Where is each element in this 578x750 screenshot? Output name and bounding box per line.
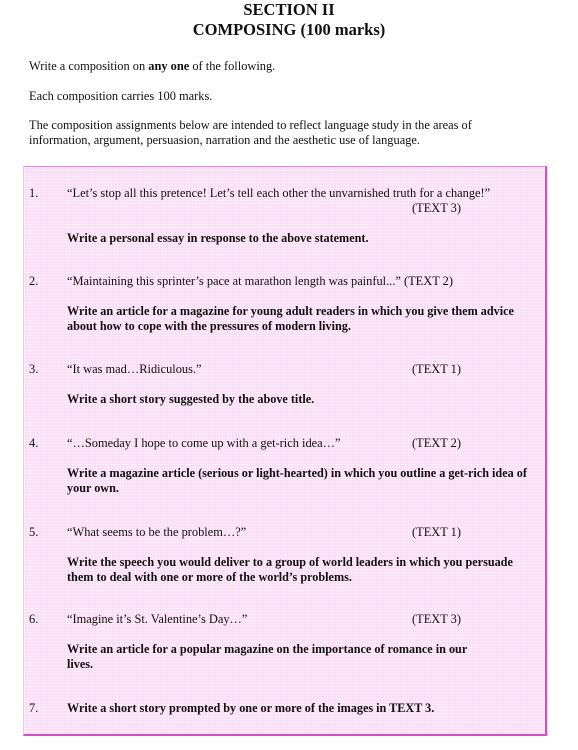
item-5-source: (TEXT 1) bbox=[412, 525, 461, 539]
item-5-task: Write the speech you would deliver to a group of world leaders in which you persuade them to deal with one or more of the world’s problems. bbox=[67, 555, 513, 584]
item-3-number: 3. bbox=[29, 362, 39, 376]
item-4-source: (TEXT 2) bbox=[412, 436, 461, 450]
instruction-choose bbox=[29, 59, 549, 74]
item-2-number: 2. bbox=[29, 274, 39, 288]
instruction-choose-post: of the following. bbox=[189, 59, 276, 73]
section-heading: SECTION II bbox=[243, 0, 335, 19]
item-5-number: 5. bbox=[29, 525, 39, 539]
item-7-task: Write a short story prompted by one or more of the images in TEXT 3. bbox=[67, 701, 435, 715]
item-4-quote: “…Someday I hope to come up with a get-rich idea…” bbox=[67, 436, 341, 450]
item-4-number: 4. bbox=[29, 436, 39, 450]
item-3-quote: “It was mad…Ridiculous.” bbox=[67, 362, 202, 376]
section-title: COMPOSING (100 marks) bbox=[192, 20, 386, 39]
item-6-task: Write an article for a popular magazine on the importance of romance in our lives. bbox=[67, 642, 468, 671]
item-5-quote: “What seems to be the problem…?” bbox=[67, 525, 247, 539]
item-3-source: (TEXT 1) bbox=[412, 362, 461, 376]
item-4-task: Write a magazine article (serious or light-hearted) in which you outline a get-rich idea of your own. bbox=[67, 466, 527, 495]
item-1-task: Write a personal essay in response to the above statement. bbox=[67, 231, 369, 245]
item-3-task: Write a short story suggested by the above title. bbox=[67, 392, 315, 406]
item-1-quote: “Let’s stop all this pretence! Let’s tell each other the unvarnished truth for a change!” bbox=[67, 186, 491, 200]
item-2-quote: “Maintaining this sprinter’s pace at marathon length was painful...” (TEXT 2) bbox=[67, 274, 453, 288]
item-6-source: (TEXT 3) bbox=[412, 612, 461, 626]
instruction-choose-bold: any one bbox=[148, 59, 190, 73]
item-1-source: (TEXT 3) bbox=[412, 201, 461, 215]
item-6-quote: “Imagine it’s St. Valentine’s Day…” bbox=[67, 612, 248, 626]
item-7-number: 7. bbox=[29, 701, 39, 715]
instruction-description: The composition assignments below are intended to reflect language study in the areas of information, argument, persuasion, narration and the aesthetic use of language. bbox=[29, 118, 472, 147]
instruction-marks: Each composition carries 100 marks. bbox=[29, 89, 213, 103]
instruction-choose-pre: Write a composition on bbox=[29, 59, 149, 73]
item-6-number: 6. bbox=[29, 612, 39, 626]
item-2-task: Write an article for a magazine for young adult readers in which you give them advice about how to cope with the pressures of modern living. bbox=[67, 304, 514, 333]
item-1-number: 1. bbox=[29, 186, 39, 200]
